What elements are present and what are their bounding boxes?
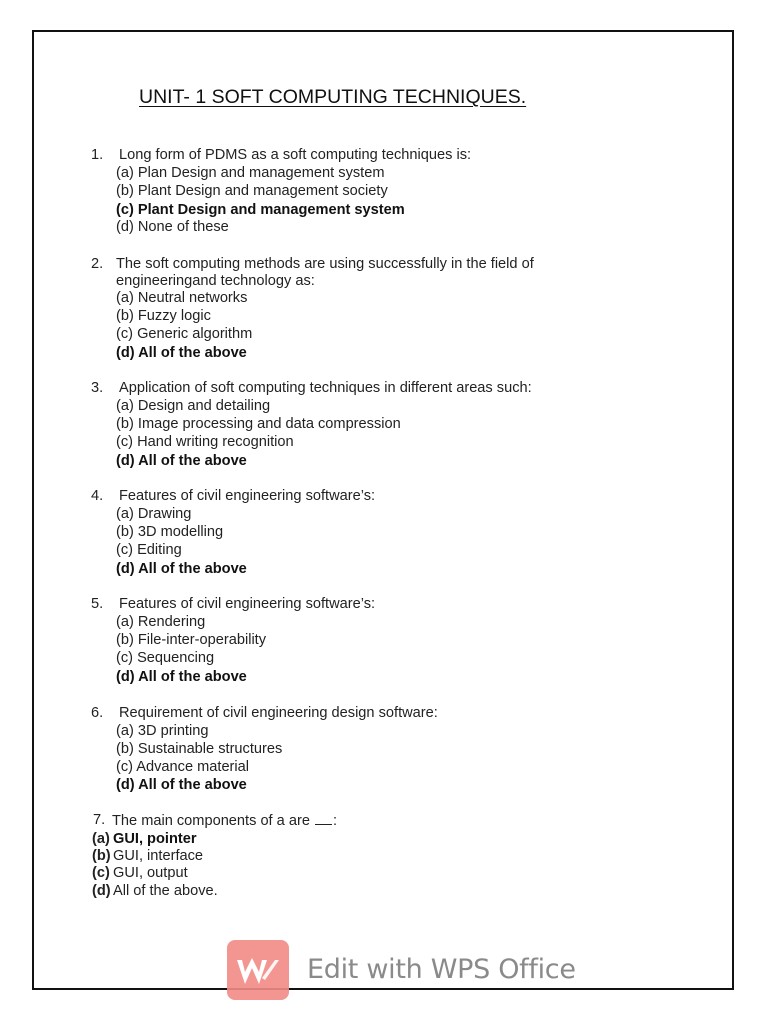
option-d-answer: (d) All of the above xyxy=(116,669,247,685)
option-d-answer: (d) All of the above xyxy=(116,453,247,469)
question-stem-colon: : xyxy=(333,813,338,829)
option-d: (d) None of these xyxy=(116,219,229,235)
question-number: 3. xyxy=(91,380,104,396)
option-b: (b) 3D modelling xyxy=(116,524,224,540)
option-b: (b) Plant Design and management society xyxy=(116,183,388,199)
document-title: UNIT- 1 SOFT COMPUTING TECHNIQUES. xyxy=(139,86,527,108)
option-b: (b) File-inter-operability xyxy=(116,632,267,648)
option-a: (a) Neutral networks xyxy=(116,290,248,306)
option-c: (c) Sequencing xyxy=(116,650,215,666)
option-a: (a) 3D printing xyxy=(116,723,209,739)
option-d: All of the above. xyxy=(113,883,218,899)
option-letter-b: (b) xyxy=(92,848,111,864)
question-stem: The soft computing methods are using successfully in the field of xyxy=(116,256,534,272)
question-stem-continued: engineeringand technology as: xyxy=(116,273,315,289)
question-stem: Features of civil engineering software’s: xyxy=(119,596,376,612)
option-a: (a) Plan Design and management system xyxy=(116,165,385,181)
question-number: 6. xyxy=(91,705,104,721)
option-b: (b) Sustainable structures xyxy=(116,741,283,757)
option-a-answer: GUI, pointer xyxy=(113,831,197,847)
option-letter-d: (d) xyxy=(92,883,111,899)
option-d-answer: (d) All of the above xyxy=(116,345,247,361)
question-stem: Requirement of civil engineering design software: xyxy=(119,705,438,721)
question-number: 2. xyxy=(91,256,104,272)
wps-watermark-text: Edit with WPS Office xyxy=(307,954,576,985)
option-c: (c) Generic algorithm xyxy=(116,326,253,342)
option-c: (c) Hand writing recognition xyxy=(116,434,294,450)
option-a: (a) Rendering xyxy=(116,614,206,630)
option-c-answer: (c) Plant Design and management system xyxy=(116,202,405,218)
option-b: (b) Fuzzy logic xyxy=(116,308,211,324)
option-a: (a) Drawing xyxy=(116,506,192,522)
option-c: GUI, output xyxy=(113,865,188,881)
question-stem-text: The main components of a are xyxy=(112,813,310,829)
option-letter-c: (c) xyxy=(92,865,110,881)
option-a: (a) Design and detailing xyxy=(116,398,271,414)
question-number: 1. xyxy=(91,147,104,163)
option-c: (c) Advance material xyxy=(116,759,250,775)
wps-logo-icon xyxy=(227,940,289,1000)
question-number: 7. xyxy=(93,812,106,828)
question-stem: Long form of PDMS as a soft computing techniques is: xyxy=(119,147,472,163)
option-c: (c) Editing xyxy=(116,542,182,558)
question-number: 4. xyxy=(91,488,104,504)
option-letter-a: (a) xyxy=(92,831,110,847)
fill-in-blank xyxy=(315,811,332,825)
question-number: 5. xyxy=(91,596,104,612)
option-b: GUI, interface xyxy=(113,848,204,864)
option-b: (b) Image processing and data compression xyxy=(116,416,401,432)
question-stem: Features of civil engineering software’s: xyxy=(119,488,376,504)
question-stem xyxy=(112,811,337,830)
wps-watermark xyxy=(227,940,576,1002)
question-stem: Application of soft computing techniques in different areas such: xyxy=(119,380,532,396)
option-d-answer: (d) All of the above xyxy=(116,561,247,577)
option-d-answer: (d) All of the above xyxy=(116,777,247,793)
